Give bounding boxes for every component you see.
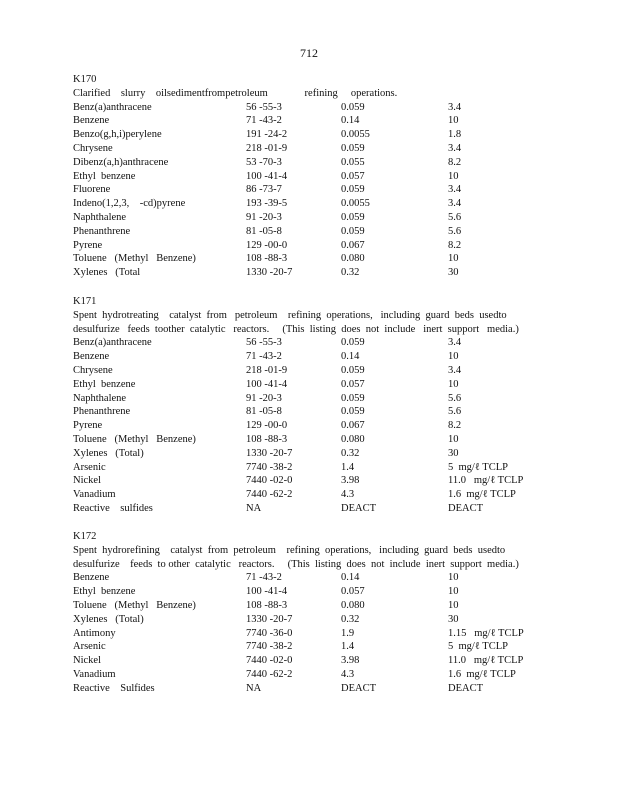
constituent-name: Reactive Sulfides: [73, 682, 155, 694]
constituent-table: [73, 571, 533, 695]
constituent-row: [73, 599, 533, 613]
constituent-name: Ethyl benzene: [73, 378, 136, 390]
cas-number: 7740 -38-2: [246, 461, 293, 473]
cas-number: 1330 -20-7: [246, 613, 293, 625]
cas-number: 129 -00-0: [246, 420, 288, 432]
wastewater-standard: 0.080: [341, 599, 365, 611]
page-number: 712: [300, 46, 318, 60]
nonwastewater-standard: 8.2: [448, 420, 462, 432]
cas-number: 71 -43-2: [246, 351, 282, 363]
wastewater-standard: 1.4: [341, 461, 355, 473]
cas-number: 53 -70-3: [246, 156, 282, 168]
constituent-name: Antimony: [73, 627, 116, 639]
constituent-row: [73, 613, 533, 627]
cas-number: 100 -41-4: [246, 378, 288, 390]
constituent-row: [73, 211, 533, 225]
waste-section-k171: [73, 295, 533, 516]
constituent-row: [73, 336, 533, 350]
constituent-row: [73, 197, 533, 211]
nonwastewater-standard: 1.15 mg/ℓ TCLP: [448, 627, 524, 639]
constituent-name: Benzo(g,h,i)perylene: [73, 129, 162, 141]
waste-description-line: Spent hydrorefining catalyst from petroleum refining operations, including guard beds usedto: [73, 544, 506, 556]
constituent-row: [73, 571, 533, 585]
cas-number: 7740 -36-0: [246, 627, 293, 639]
cas-number: 1330 -20-7: [246, 267, 293, 279]
cas-number: 86 -73-7: [246, 184, 282, 196]
wastewater-standard: 1.9: [341, 627, 355, 639]
nonwastewater-standard: 30: [448, 267, 459, 279]
nonwastewater-standard: 5 mg/ℓ TCLP: [448, 461, 508, 473]
wastewater-standard: 0.057: [341, 170, 365, 182]
nonwastewater-standard: 10: [448, 170, 459, 182]
cas-number: 108 -88-3: [246, 599, 288, 611]
cas-number: 56 -55-3: [246, 337, 282, 349]
wastewater-standard: 4.3: [341, 668, 355, 680]
constituent-name: Arsenic: [73, 641, 106, 653]
constituent-row: [73, 170, 533, 184]
constituent-name: Xylenes (Total): [73, 447, 144, 459]
constituent-table: [73, 101, 533, 280]
cas-number: 218 -01-9: [246, 364, 288, 376]
constituent-name: Reactive sulfides: [73, 502, 153, 514]
cas-number: 7440 -02-0: [246, 655, 293, 667]
waste-description-line: Clarified slurry oilsedimentfrompetroleum refining operations.: [73, 87, 398, 99]
nonwastewater-standard: 3.4: [448, 142, 462, 154]
cas-number: 191 -24-2: [246, 129, 288, 141]
nonwastewater-standard: 30: [448, 613, 459, 625]
cas-number: 129 -00-0: [246, 239, 288, 251]
constituent-name: Xylenes (Total: [73, 267, 141, 279]
constituent-name: Naphthalene: [73, 211, 127, 223]
wastewater-standard: 0.32: [341, 267, 360, 279]
constituent-name: Benzene: [73, 572, 110, 584]
constituent-name: Toluene (Methyl Benzene): [73, 599, 196, 611]
constituent-name: Nickel: [73, 655, 101, 667]
nonwastewater-standard: 10: [448, 378, 459, 390]
constituent-name: Chrysene: [73, 364, 113, 376]
constituent-name: Nickel: [73, 475, 101, 487]
nonwastewater-standard: 5.6: [448, 211, 462, 223]
cas-number: 7740 -38-2: [246, 641, 293, 653]
nonwastewater-standard: 11.0 mg/ℓ TCLP: [448, 655, 524, 667]
cas-number: 56 -55-3: [246, 101, 282, 113]
nonwastewater-standard: 3.4: [448, 198, 462, 210]
constituent-name: Pyrene: [73, 239, 103, 251]
constituent-name: Benzene: [73, 351, 110, 363]
wastewater-standard: 0.059: [341, 406, 365, 418]
nonwastewater-standard: DEACT: [448, 682, 483, 694]
nonwastewater-standard: 3.4: [448, 101, 462, 113]
constituent-row: [73, 156, 533, 170]
constituent-row: [73, 488, 533, 502]
wastewater-standard: DEACT: [341, 682, 376, 694]
wastewater-standard: 0.059: [341, 101, 365, 113]
cas-number: 7440 -02-0: [246, 475, 293, 487]
nonwastewater-standard: 3.4: [448, 364, 462, 376]
nonwastewater-standard: 10: [448, 433, 459, 445]
nonwastewater-standard: 10: [448, 586, 459, 598]
wastewater-standard: 3.98: [341, 655, 360, 667]
nonwastewater-standard: 1.8: [448, 129, 462, 141]
cas-number: 7440 -62-2: [246, 489, 293, 501]
nonwastewater-standard: 5 mg/ℓ TCLP: [448, 641, 508, 653]
wastewater-standard: 0.067: [341, 239, 365, 251]
wastewater-standard: 0.059: [341, 392, 365, 404]
constituent-name: Arsenic: [73, 461, 106, 473]
waste-description-line: Spent hydrotreating catalyst from petroleum refining operations, including guard beds usedto: [73, 309, 507, 321]
wastewater-standard: 0.14: [341, 115, 360, 127]
constituent-name: Vanadium: [73, 668, 116, 680]
nonwastewater-standard: 10: [448, 351, 459, 363]
constituent-name: Naphthalene: [73, 392, 127, 404]
wastewater-standard: 0.059: [341, 184, 365, 196]
constituent-row: [73, 447, 533, 461]
constituent-row: [73, 682, 533, 696]
cas-number: 100 -41-4: [246, 170, 288, 182]
constituent-name: Ethyl benzene: [73, 586, 136, 598]
cas-number: 71 -43-2: [246, 572, 282, 584]
constituent-row: [73, 502, 533, 516]
constituent-name: Pyrene: [73, 420, 103, 432]
nonwastewater-standard: 11.0 mg/ℓ TCLP: [448, 475, 524, 487]
constituent-name: Chrysene: [73, 142, 113, 154]
constituent-row: [73, 668, 533, 682]
constituent-name: Phenanthrene: [73, 406, 131, 418]
wastewater-standard: DEACT: [341, 502, 376, 514]
wastewater-standard: 1.4: [341, 641, 355, 653]
constituent-row: [73, 654, 533, 668]
cas-number: 108 -88-3: [246, 433, 288, 445]
nonwastewater-standard: 5.6: [448, 392, 462, 404]
constituent-row: [73, 183, 533, 197]
wastewater-standard: 0.059: [341, 364, 365, 376]
nonwastewater-standard: 10: [448, 115, 459, 127]
wastewater-standard: 0.0055: [341, 129, 370, 141]
waste-section-k172: [73, 530, 533, 696]
waste-code: K172: [73, 531, 97, 542]
waste-section-k170: [73, 73, 533, 280]
wastewater-standard: 0.057: [341, 586, 365, 598]
wastewater-standard: 0.0055: [341, 198, 370, 210]
nonwastewater-standard: 8.2: [448, 239, 462, 251]
waste-description-line: desulfurize feeds to other catalytic reactors. (This listing does not include inert support media.): [73, 558, 519, 570]
constituent-row: [73, 225, 533, 239]
nonwastewater-standard: 30: [448, 447, 459, 459]
cas-number: NA: [246, 502, 262, 514]
wastewater-standard: 0.32: [341, 447, 360, 459]
constituent-name: Ethyl benzene: [73, 170, 136, 182]
constituent-name: Fluorene: [73, 184, 111, 196]
nonwastewater-standard: 10: [448, 572, 459, 584]
nonwastewater-standard: 5.6: [448, 225, 462, 237]
constituent-name: Benz(a)anthracene: [73, 337, 152, 349]
wastewater-standard: 3.98: [341, 475, 360, 487]
constituent-row: [73, 405, 533, 419]
cas-number: 218 -01-9: [246, 142, 288, 154]
constituent-name: Indeno(1,2,3, -cd)pyrene: [73, 198, 186, 210]
nonwastewater-standard: 8.2: [448, 156, 462, 168]
constituent-name: Benz(a)anthracene: [73, 101, 152, 113]
constituent-row: [73, 461, 533, 475]
constituent-name: Dibenz(a,h)anthracene: [73, 156, 169, 168]
waste-code: K170: [73, 74, 97, 85]
waste-code: K171: [73, 296, 97, 307]
constituent-row: [73, 419, 533, 433]
constituent-row: [73, 585, 533, 599]
constituent-table: [73, 336, 533, 515]
nonwastewater-standard: 3.4: [448, 184, 462, 196]
constituent-row: [73, 433, 533, 447]
wastewater-standard: 0.14: [341, 572, 360, 584]
wastewater-standard: 0.055: [341, 156, 365, 168]
constituent-name: Benzene: [73, 115, 110, 127]
cas-number: 1330 -20-7: [246, 447, 293, 459]
constituent-row: [73, 266, 533, 280]
wastewater-standard: 0.057: [341, 378, 365, 390]
cas-number: 71 -43-2: [246, 115, 282, 127]
constituent-row: [73, 350, 533, 364]
cas-number: 81 -05-8: [246, 406, 282, 418]
constituent-row: [73, 101, 533, 115]
wastewater-standard: 4.3: [341, 489, 355, 501]
constituent-row: [73, 364, 533, 378]
wastewater-standard: 0.067: [341, 420, 365, 432]
wastewater-standard: 0.059: [341, 211, 365, 223]
wastewater-standard: 0.059: [341, 337, 365, 349]
nonwastewater-standard: 3.4: [448, 337, 462, 349]
constituent-name: Vanadium: [73, 489, 116, 501]
nonwastewater-standard: 10: [448, 599, 459, 611]
wastewater-standard: 0.059: [341, 142, 365, 154]
constituent-row: [73, 239, 533, 253]
cas-number: 81 -05-8: [246, 225, 282, 237]
wastewater-standard: 0.080: [341, 253, 365, 265]
wastewater-standard: 0.080: [341, 433, 365, 445]
cas-number: 193 -39-5: [246, 198, 288, 210]
constituent-name: Toluene (Methyl Benzene): [73, 253, 196, 265]
cas-number: 91 -20-3: [246, 211, 282, 223]
constituent-row: [73, 640, 533, 654]
cas-number: NA: [246, 682, 262, 694]
nonwastewater-standard: 10: [448, 253, 459, 265]
cas-number: 100 -41-4: [246, 586, 288, 598]
constituent-row: [73, 114, 533, 128]
wastewater-standard: 0.14: [341, 351, 360, 363]
constituent-name: Phenanthrene: [73, 225, 131, 237]
constituent-row: [73, 252, 533, 266]
constituent-name: Xylenes (Total): [73, 613, 144, 625]
wastewater-standard: 0.32: [341, 613, 360, 625]
nonwastewater-standard: 1.6 mg/ℓ TCLP: [448, 489, 516, 501]
constituent-row: [73, 142, 533, 156]
constituent-row: [73, 128, 533, 142]
waste-description-line: desulfurize feeds toother catalytic reactors. (This listing does not include inert support media.): [73, 323, 519, 335]
cas-number: 7440 -62-2: [246, 668, 293, 680]
cas-number: 108 -88-3: [246, 253, 288, 265]
constituent-row: [73, 378, 533, 392]
cas-number: 91 -20-3: [246, 392, 282, 404]
constituent-row: [73, 392, 533, 406]
constituent-row: [73, 474, 533, 488]
constituent-name: Toluene (Methyl Benzene): [73, 433, 196, 445]
wastewater-standard: 0.059: [341, 225, 365, 237]
nonwastewater-standard: 5.6: [448, 406, 462, 418]
nonwastewater-standard: 1.6 mg/ℓ TCLP: [448, 668, 516, 680]
nonwastewater-standard: DEACT: [448, 502, 483, 514]
constituent-row: [73, 627, 533, 641]
